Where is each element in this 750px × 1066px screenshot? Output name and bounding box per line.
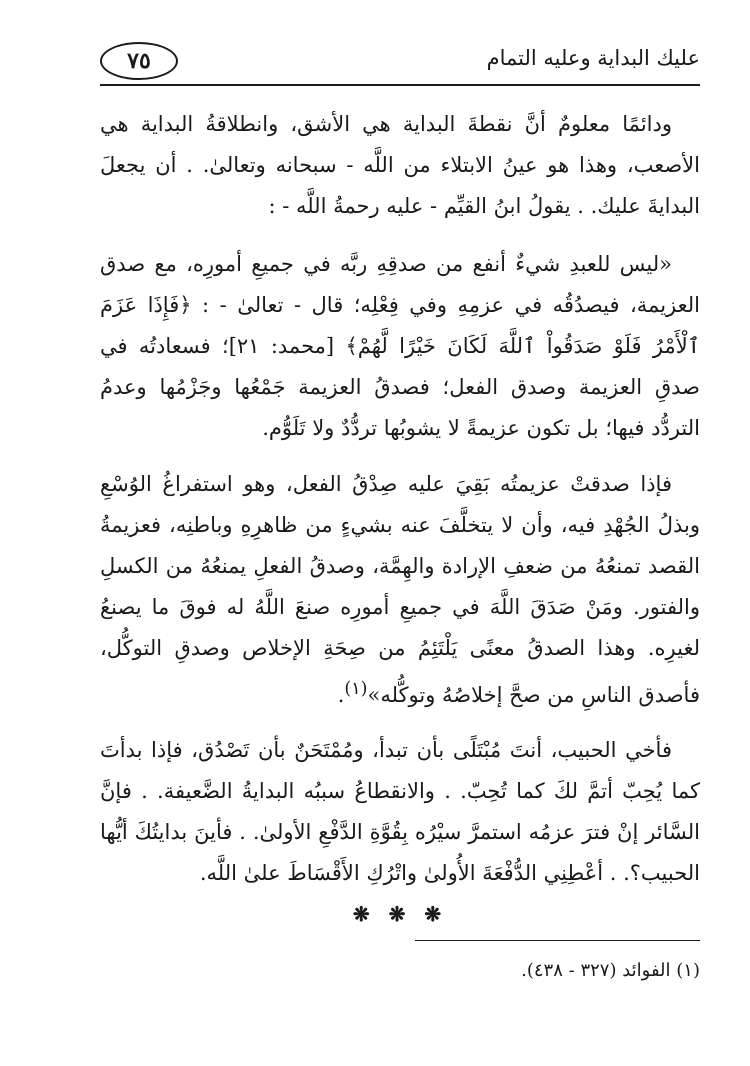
quote-text-continued: ؛ فسعادتُه في صدقِ العزيمة وصدق الفعل؛ فصدقُ العزيمة جَمْعُها وجَزْمُها وعدمُ التردُّد فيها؛ بل تكون عزيمةً لا يشوبُها تردُّدٌ ولا تَلَوُّم. bbox=[100, 334, 700, 440]
section-separator: ❋ ❋ ❋ bbox=[352, 902, 448, 926]
paragraph-exhortation bbox=[100, 730, 700, 894]
page-header bbox=[100, 40, 700, 82]
paragraph-sincerity: فإذا صدقتْ عزيمتُه بَقِيَ عليه صِدْقُ الفعل، وهو استفراغُ الوُسْعِ وبذلُ الجُهْدِ فيه، وأن لا يتخلَّفَ عنه بشيءٍ من ظاهرِهِ وباطنِه، فعزيمةُ القصد تمنعُهُ من ضعفِ الإرادة والهِمَّة، وصدقُ الفعلِ يمنعُهُ من الكسلِ والفتور. ومَنْ صَدَقَ اللَّهَ في جميعِ أمورِه صنعَ اللَّهُ له فوقَ ما يصنعُ لغيرِه. وهذا الصدقُ معنًى يَلْتَئِمُ من صِحَةِ الإخلاص وصدقِ التوكُّل، فأصدق الناسِ من صحَّ إخلاصُهُ وتوكُّله»$^{(١)}$. bbox=[100, 472, 700, 707]
footnote: (١) الفوائد (٣٢٧ - ٤٣٨). bbox=[521, 960, 700, 981]
paragraph-exhortation-text: فأخي الحبيب، أنتَ مُبْتَلًى بأن تبدأ، ومُمْتَحَنٌ بأن تَصْدُق، فإذا بدأتَ كما يُحِبّ أتمَّ لكَ كما تُحِبّ. . والانقطاعُ سببُه البدايةُ الضَّعيفة. . فإنَّ السَّائر إنْ فترَ عزمُه استمرَّ سيْرُه بِقُوَّةِ الدَّفْعِ الأولىٰ. . فأينَ بدايتُكَ أيُّها الحبيب؟. . أعْطِنِي الدُّفْعَةَ الأُولىٰ واتْرُكِ الأَقْسَاطَ علىٰ اللَّه. bbox=[100, 738, 700, 885]
footnote-reference: (١) bbox=[344, 679, 368, 699]
paragraph-intro-text: ودائمًا معلومٌ أنَّ نقطةَ البداية هي الأشق، وانطلاقةُ البداية هي الأصعب، وهذا هو عينُ الابتلاء من اللَّه - سبحانه وتعالىٰ. . أن يجعلَ البدايةَ عليك. . يقولُ ابنُ القيِّم - عليه رحمةُ اللَّه - : bbox=[100, 112, 700, 218]
quran-citation: [محمد: ٢١] bbox=[228, 334, 335, 358]
paragraph-intro bbox=[100, 104, 700, 227]
header-rule bbox=[100, 84, 700, 86]
footnote-rule bbox=[415, 940, 700, 941]
paragraph-sincerity-text: فإذا صدقتْ عزيمتُه بَقِيَ عليه صِدْقُ الفعل، وهو استفراغُ الوُسْعِ وبذلُ الجُهْدِ فيه، وأن لا يتخلَّفَ عنه بشيءٍ من ظاهرِهِ وباطنِه، فعزيمةُ القصد تمنعُهُ من ضعفِ الإرادة والهِمَّة، وصدقُ الفعلِ يمنعُهُ من الكسلِ والفتور. ومَنْ صَدَقَ اللَّهَ في جميعِ أمورِه صنعَ اللَّهُ له فوقَ ما يصنعُ لغيرِه. وهذا الصدقُ معنًى يَلْتَئِمُ من صِحَةِ الإخلاص وصدقِ التوكُّل، فأصدق الناسِ من صحَّ إخلاصُهُ وتوكُّله» bbox=[100, 472, 700, 707]
page-number-badge: ٧٥ bbox=[100, 42, 178, 80]
running-title: عليك البداية وعليه التمام bbox=[486, 46, 700, 70]
paragraph-quote bbox=[100, 244, 700, 449]
body-text bbox=[100, 104, 700, 908]
quote-text: «ليس للعبدِ شيءٌ أنفع من صدقِهِ ربَّه في جميعِ أمورِه، مع صدق العزيمة، فيصدُقُه في عزمِهِ وفي فِعْلِه؛ قال - تعالىٰ - : ﴿فَإِذَا عَزَمَ ٱلْأَمْرُ فَلَوْ صَدَقُواْ ٱللَّهَ لَكَانَ خَيْرًا لَّهُمْ﴾ bbox=[100, 252, 700, 358]
